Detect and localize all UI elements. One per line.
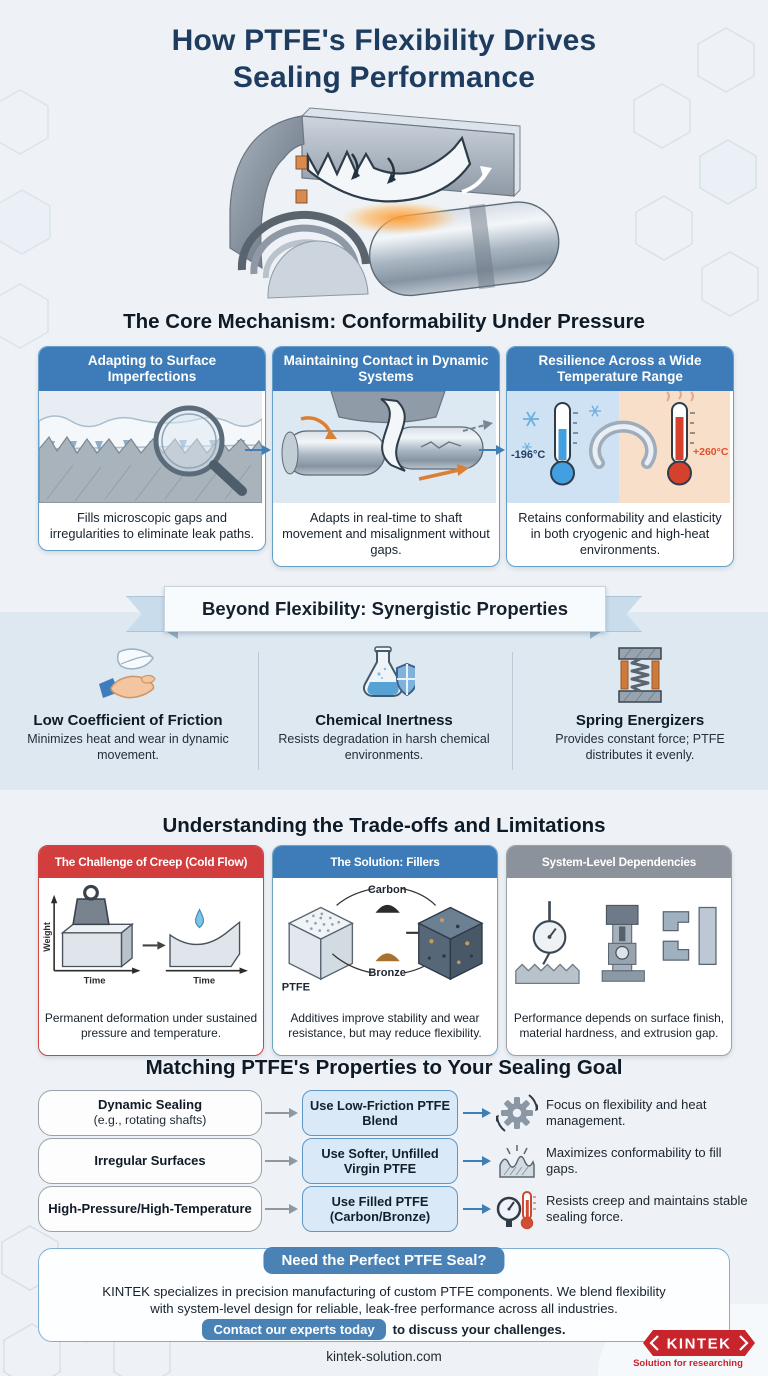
feather-hand-icon: [97, 644, 159, 706]
bronze-label: Bronze: [368, 966, 406, 979]
blue-arrow: [462, 1202, 492, 1216]
kintek-logo-text: KINTEK: [666, 1335, 732, 1353]
tradeoff-card-3-title: System-Level Dependencies: [507, 846, 731, 878]
solution-box-filled-ptfe: Use Filled PTFE (Carbon/Bronze): [302, 1186, 458, 1232]
cta-body-line2: with system-level design for reliable, leak-free performance across all industries.: [150, 1301, 618, 1316]
divider: [512, 652, 513, 770]
goal-box-dynamic-sealing: [38, 1090, 262, 1136]
synergy-item-spring: [522, 640, 758, 790]
spring-energizer-icon: [609, 644, 671, 706]
axis-time-label-1: Time: [83, 975, 106, 987]
goal-sublabel: (e.g., rotating shafts): [93, 1113, 207, 1128]
benefit-text-2: Maximizes conformability to fill gaps.: [546, 1145, 722, 1176]
synergy-title-friction: Low Coefficient of Friction: [33, 712, 223, 729]
friction-heat-glow: [340, 201, 460, 235]
tradeoff-card-1-title: The Challenge of Creep (Cold Flow): [39, 846, 263, 878]
blue-arrow: [462, 1154, 492, 1168]
tradeoff-card-fillers: [272, 845, 498, 1056]
cta-panel: [38, 1248, 730, 1342]
synergy-item-friction: [10, 640, 246, 790]
solution-box-low-friction: Use Low-Friction PTFE Blend: [302, 1090, 458, 1136]
tradeoff-card-1-caption: Permanent deformation under sustained pressure and temperature.: [44, 1011, 258, 1040]
carbon-label: Carbon: [367, 883, 407, 896]
goal-label: High-Pressure/High-Temperature: [48, 1200, 252, 1216]
surface-icon: [496, 1139, 538, 1183]
tradeoff-card-creep: [38, 845, 264, 1056]
goal-box-high-pressure-temp: [38, 1186, 262, 1232]
tradeoffs-section-heading: Understanding the Trade-offs and Limitations: [162, 814, 606, 837]
goal-box-irregular-surfaces: [38, 1138, 262, 1184]
axis-weight-label: Weight: [41, 922, 52, 952]
contact-experts-button[interactable]: Contact our experts today: [202, 1319, 385, 1340]
cold-temp-label: -196°C: [511, 449, 546, 461]
gray-arrow: [264, 1202, 300, 1216]
cta-contact-rest: to discuss your challenges.: [392, 1322, 566, 1337]
page-title-line1: How PTFE's Flexibility Drives: [171, 24, 597, 57]
synergy-title-spring: Spring Energizers: [575, 712, 705, 729]
fillers-diagram: [273, 878, 495, 996]
cta-title: Need the Perfect PTFE Seal?: [263, 1247, 504, 1274]
synergy-caption-friction: Minimizes heat and wear in dynamic movement.: [27, 732, 229, 762]
dial-indicator-icon: [534, 901, 566, 964]
synergy-item-chemical: [266, 640, 502, 790]
gauge-thermometer-icon: [496, 1187, 538, 1231]
benefit-text-1: Focus on flexibility and heat management.: [546, 1097, 707, 1128]
gray-arrow: [264, 1154, 300, 1168]
goal-label: Irregular Surfaces: [94, 1152, 206, 1168]
tradeoff-card-2-title: The Solution: Fillers: [273, 846, 497, 878]
synergy-caption-chemical: Resists degradation in harsh chemical environments.: [278, 732, 490, 762]
hero-seal-cross-section-illustration: [184, 98, 584, 308]
divider: [258, 652, 259, 770]
temperature-range-illustration: [507, 391, 730, 503]
core-card-2-caption: Adapts in real-time to shaft movement and misalignment without gaps.: [282, 510, 490, 557]
arrow-core-2-3: [478, 442, 506, 458]
core-card-3-caption: Retains conformability and elasticity in both cryogenic and high-heat environments.: [518, 510, 722, 557]
blue-arrow: [462, 1106, 492, 1120]
tradeoff-card-3-caption: Performance depends on surface finish, material hardness, and extrusion gap.: [513, 1011, 725, 1040]
kintek-logo[interactable]: [643, 1330, 755, 1356]
hardness-tester-icon: [602, 905, 644, 981]
flask-shield-icon: [353, 644, 415, 706]
shaft-seal-illustration: [273, 391, 496, 503]
axis-time-label-2: Time: [193, 975, 216, 987]
page-title-line2: Sealing Performance: [232, 61, 536, 94]
core-card-1-caption: Fills microscopic gaps and irregularities to eliminate leak paths.: [49, 510, 255, 541]
cta-body-line1: KINTEK specializes in precision manufacturing of custom PTFE components. We blend flexibility: [102, 1284, 666, 1299]
magnifier-surface-illustration: [39, 391, 262, 503]
creep-diagram: [39, 878, 261, 996]
tradeoff-card-system: [506, 845, 732, 1056]
benefit-text-3: Resists creep and maintains stable sealing force.: [546, 1193, 748, 1224]
synergy-caption-spring: Provides constant force; PTFE distributes it evenly.: [555, 732, 725, 762]
matching-section-heading: Matching PTFE's Properties to Your Sealing Goal: [145, 1056, 623, 1079]
core-card-dynamic-contact: [272, 346, 500, 567]
filled-cube: [419, 908, 482, 980]
core-card-1-title: Adapting to Surface Imperfections: [39, 347, 265, 391]
arrow-core-1-2: [244, 442, 272, 458]
solution-box-virgin-ptfe: Use Softer, Unfilled Virgin PTFE: [302, 1138, 458, 1184]
website-link[interactable]: kintek-solution.com: [326, 1349, 442, 1364]
core-card-2-title: Maintaining Contact in Dynamic Systems: [273, 347, 499, 391]
page-title: [0, 22, 768, 96]
synergy-banner: Beyond Flexibility: Synergistic Properties: [164, 586, 606, 632]
tradeoff-card-2-caption: Additives improve stability and wear resistance, but may reduce flexibility.: [288, 1011, 482, 1040]
hexagon-pattern-top-left: [0, 70, 110, 350]
gear-icon: [496, 1091, 538, 1135]
synergy-title-chemical: Chemical Inertness: [315, 712, 453, 729]
system-dependencies-diagram: [507, 878, 729, 996]
core-card-temperature-range: [506, 346, 734, 567]
logo-tagline: Solution for researching: [633, 1358, 743, 1369]
hot-temp-label: +260°C: [693, 446, 729, 458]
ptfe-label: PTFE: [281, 981, 311, 994]
goal-label: Dynamic Sealing: [97, 1097, 203, 1113]
extrusion-gap-icon: [663, 908, 716, 965]
core-card-3-title: Resilience Across a Wide Temperature Range: [507, 347, 733, 391]
core-card-surface-imperfections: [38, 346, 266, 551]
core-section-heading: The Core Mechanism: Conformability Under Pressure: [123, 310, 645, 333]
gray-arrow: [264, 1106, 300, 1120]
